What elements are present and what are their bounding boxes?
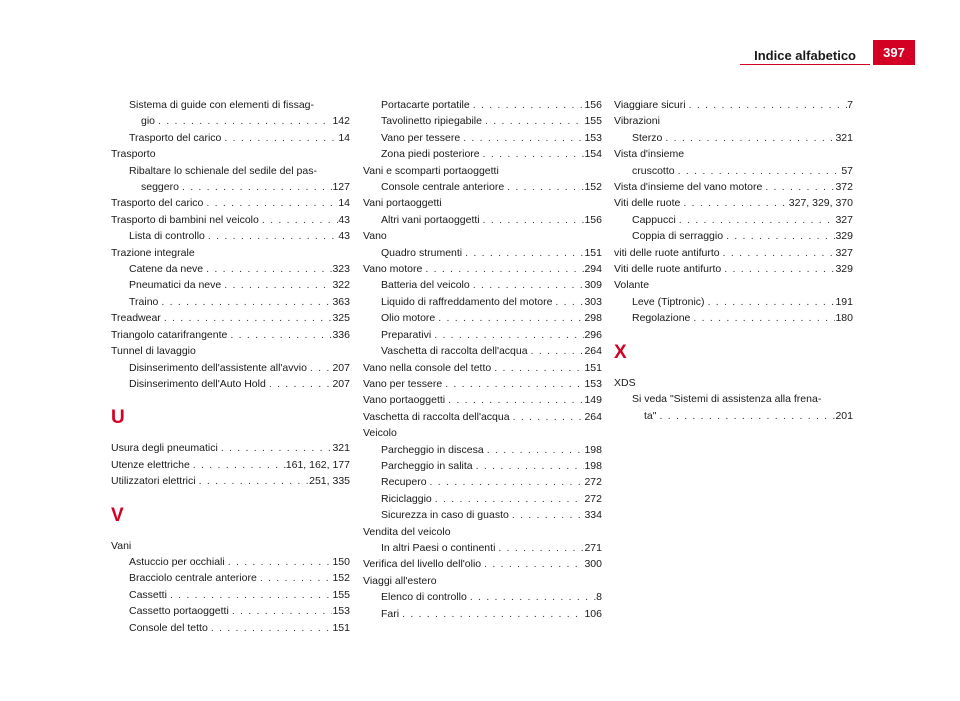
dot-leader [208,620,333,636]
index-entry [111,457,350,473]
index-entry [614,408,853,424]
index-entry-label: Viti delle ruote [614,197,681,210]
index-entry-page: 207 [332,377,350,390]
index-entry-label: Preparativi [381,328,432,341]
index-entry [363,458,602,474]
dot-leader [470,277,585,293]
index-heading: Trasporto [111,148,156,161]
index-entry-page: 150 [332,555,350,568]
index-entry-page: 155 [584,115,602,128]
dot-leader [442,376,584,392]
dot-leader [432,491,585,507]
dot-leader [399,606,584,622]
index-heading: Vista d'insieme [614,148,685,161]
index-entry [111,473,350,489]
index-entry-label: Tavolinetto ripiegabile [381,115,482,128]
index-heading: Tunnel di lavaggio [111,345,196,358]
index-column-3 [614,97,853,424]
index-entry-page: 322 [332,279,350,292]
index-entry [363,540,602,556]
dot-leader [167,587,333,603]
index-entry-page: 8 [596,591,602,604]
dot-leader [431,327,584,343]
index-entry [614,179,853,195]
index-entry-page: 327 [835,213,853,226]
section-letter: U [111,407,125,429]
dot-leader [675,163,842,179]
index-entry-page: 43 [338,213,350,226]
index-entry-label: Usura degli pneumatici [111,442,218,455]
dot-leader [721,261,835,277]
dot-leader [481,556,584,572]
dot-leader [218,440,333,456]
dot-leader [205,228,338,244]
index-entry-page: 298 [584,312,602,325]
index-entry-page: 363 [332,295,350,308]
dot-leader [227,327,332,343]
dot-leader [179,179,333,195]
index-entry [363,261,602,277]
dot-leader [480,212,585,228]
index-entry-page: 152 [332,572,350,585]
index-entry [363,474,602,490]
index-heading: Vendita del veicolo [363,525,451,538]
index-entry [363,606,602,622]
index-entry-label: Leve (Tiptronic) [632,295,705,308]
index-heading: XDS [614,376,636,389]
index-entry-label: Sterzo [632,131,663,144]
dot-leader [473,458,585,474]
index-entry-label: Trasporto del carico [111,197,204,210]
index-entry-page: 325 [332,312,350,325]
index-entry [111,261,350,277]
index-entry-page: 14 [338,197,350,210]
dot-leader [467,589,596,605]
index-entry-label: Lista di controllo [129,230,205,243]
dot-leader [435,310,584,326]
index-entry [363,97,602,113]
index-entry-label: Cassetto portaoggetti [129,605,229,618]
index-entry-label: Trasporto del carico [129,131,222,144]
index-entry-label: Catene da neve [129,263,204,276]
index-entry [614,195,853,211]
index-entry-page: 43 [338,230,350,243]
index-entry-page: 180 [835,312,853,325]
index-heading: Volante [614,279,650,292]
index-entry-page: 161, 162, 177 [285,458,350,471]
index-entry [111,195,350,211]
index-entry [111,327,350,343]
index-entry-page: 329 [835,263,853,276]
dot-leader [158,294,332,310]
index-entry-label: Vano per tessere [381,131,461,144]
index-entry-label: Utenze elettriche [111,458,190,471]
index-entry [111,228,350,244]
index-entry [363,409,602,425]
index-entry [111,570,350,586]
index-entry-page: 151 [332,621,350,634]
dot-leader [190,457,286,473]
index-entry-label: In altri Paesi o continenti [381,541,496,554]
index-entry-label: Traino [129,295,159,308]
dot-leader [257,570,333,586]
index-entry-page: 127 [332,181,350,194]
index-heading: Vano [363,230,387,243]
index-entry-page: 327 [835,246,853,259]
index-entry-page: 7 [847,99,853,111]
index-entry-label: Disinserimento dell'assistente all'avvio [129,361,307,374]
dot-leader [203,195,338,211]
index-entry-page: 14 [338,131,350,144]
index-entry [614,310,853,326]
dot-leader [427,474,585,490]
index-entry-label: Treadwear [111,312,161,325]
dot-leader [662,130,835,146]
index-entry-label: Viti delle ruote antifurto [614,263,722,276]
index-entry-label: seggero [141,181,179,194]
index-entry-label: Astuccio per occhiali [129,555,225,568]
dot-leader [161,310,333,326]
index-entry [111,440,350,456]
index-entry-label: Bracciolo centrale anteriore [129,572,257,585]
index-entry-label: Vista d'insieme del vano motore [614,181,763,194]
index-entry [363,113,602,129]
index-entry-label: Recupero [381,476,427,489]
index-entry-label: Trasporto di bambini nel veicolo [111,213,259,226]
index-entry [363,130,602,146]
index-entry [363,343,602,359]
index-entry-page: 198 [584,443,602,456]
index-entry-label: Portacarte portatile [381,99,470,111]
index-entry-page: 207 [332,361,350,374]
index-entry-page: 191 [835,295,853,308]
index-entry-label: Disinserimento dell'Auto Hold [129,377,266,390]
index-entry-label: Cassetti [129,588,167,601]
index-entry [111,179,350,195]
index-entry-label: Sicurezza in caso di guasto [381,509,509,522]
dot-leader [552,294,584,310]
dot-leader [495,540,584,556]
index-entry [111,130,350,146]
index-entry [363,491,602,507]
index-entry [363,589,602,605]
index-entry [363,294,602,310]
index-entry-page: 321 [835,131,853,144]
index-entry [111,587,350,603]
index-entry-page: 264 [584,410,602,423]
index-entry-page: 336 [332,328,350,341]
dot-leader [155,113,332,129]
index-entry-label: Batteria del veicolo [381,279,470,292]
dot-leader [504,179,584,195]
index-entry [111,212,350,228]
index-entry-label: Parcheggio in salita [381,459,473,472]
index-entry-page: 334 [584,509,602,522]
index-entry-page: 156 [584,99,602,111]
dot-leader [203,261,332,277]
index-entry-page: 327, 329, 370 [788,197,853,210]
index-entry [111,620,350,636]
index-entry [111,277,350,293]
header-title: Indice alfabetico [754,48,856,63]
dot-leader [462,245,584,261]
index-entry-label: Pneumatici da neve [129,279,222,292]
index-entry-page: 151 [584,361,602,374]
index-entry-label: Cappucci [632,213,676,226]
index-entry-wrapped-line: Sistema di guide con elementi di fissag- [129,99,315,111]
dot-leader [680,195,788,211]
index-entry-page: 151 [584,246,602,259]
section-letter: V [111,504,124,526]
dot-leader [723,228,835,244]
index-entry [614,245,853,261]
dot-leader [705,294,836,310]
index-entry-page: 155 [332,588,350,601]
index-entry-label: Console del tetto [129,621,208,634]
index-entry [363,310,602,326]
index-entry-page: 300 [584,558,602,571]
index-entry [614,97,853,113]
index-entry [363,277,602,293]
index-entry-page: 272 [584,476,602,489]
index-entry-page: 201 [835,409,853,422]
index-entry-page: 57 [841,164,853,177]
dot-leader [266,376,333,392]
index-entry-label: Altri vani portaoggetti [381,213,480,226]
dot-leader [762,179,835,195]
dot-leader [720,245,836,261]
index-entry-label: Olio motore [381,312,436,325]
index-entry-label: viti delle ruote antifurto [614,246,720,259]
index-entry [363,327,602,343]
index-entry-label: Vaschetta di raccolta dell'acqua [363,410,510,423]
dot-leader [470,97,585,113]
dot-leader [307,360,333,376]
index-entry [111,360,350,376]
index-entry-page: 142 [332,115,350,128]
index-entry-label: Utilizzatori elettrici [111,475,196,488]
dot-leader [196,473,310,489]
index-entry-page: 264 [584,345,602,358]
index-entry [614,163,853,179]
dot-leader [422,261,584,277]
index-entry-page: 149 [584,394,602,407]
index-entry-label: Coppia di serraggio [632,230,724,243]
page-number-badge: 397 [873,40,915,65]
dot-leader [229,603,333,619]
index-entry-label: Liquido di raffreddamento del motore [381,295,553,308]
index-heading: Vani portaoggetti [363,197,442,210]
index-entry [111,376,350,392]
index-entry-page: 153 [332,605,350,618]
index-entry [614,261,853,277]
index-entry [363,245,602,261]
dot-leader [259,212,338,228]
index-entry [363,376,602,392]
index-entry-page: 156 [584,213,602,226]
index-entry-label: Quadro strumenti [381,246,463,259]
header-rule [740,64,870,65]
index-entry-label: Fari [381,607,400,620]
index-entry-page: 303 [584,295,602,308]
index-entry-page: 296 [584,328,602,341]
index-entry [614,294,853,310]
index-entry-page: 372 [835,181,853,194]
index-entry-label: Console centrale anteriore [381,181,505,194]
index-entry [363,442,602,458]
index-entry [111,603,350,619]
dot-leader [221,130,338,146]
dot-leader [528,343,585,359]
index-entry [363,392,602,408]
index-column-2 [363,97,602,622]
dot-leader [686,97,848,113]
index-entry [363,146,602,162]
index-entry [363,507,602,523]
dot-leader [460,130,584,146]
index-heading: Veicolo [363,427,397,440]
index-entry-page: 271 [584,541,602,554]
index-entry-wrapped-line: Si veda "Sistemi di assistenza alla frena- [632,393,822,406]
index-entry-page: 321 [332,442,350,455]
dot-leader [656,408,835,424]
index-entry-label: Vano per tessere [363,377,443,390]
index-entry-wrapped-line: Ribaltare lo schienale del sedile del pas- [129,164,317,177]
index-entry [111,294,350,310]
index-entry-page: 106 [584,607,602,620]
dot-leader [482,113,584,129]
index-entry-label: ta" [644,409,657,422]
index-entry-label: Zona piedi posteriore [381,148,480,161]
index-entry-page: 272 [584,492,602,505]
dot-leader [480,146,585,162]
index-entry-page: 251, 335 [309,475,350,488]
index-entry-label: Vaschetta di raccolta dell'acqua [381,345,528,358]
index-entry-label: Riciclaggio [381,492,432,505]
index-heading: Vibrazioni [614,115,660,128]
dot-leader [225,554,333,570]
dot-leader [509,507,585,523]
index-entry [111,310,350,326]
index-entry-page: 152 [584,181,602,194]
index-entry [363,212,602,228]
index-entry-label: Vano motore [363,263,423,276]
index-entry-label: Vano portaoggetti [363,394,446,407]
index-entry-page: 309 [584,279,602,292]
index-entry-label: Elenco di controllo [381,591,467,604]
index-entry-label: Verifica del livello dell'olio [363,558,482,571]
index-entry-label: Vano nella console del tetto [363,361,492,374]
index-entry-page: 153 [584,377,602,390]
index-heading: Trazione integrale [111,246,195,259]
dot-leader [690,310,835,326]
index-entry-label: Triangolo catarifrangente [111,328,228,341]
index-entry [363,556,602,572]
index-heading: Vani [111,539,132,552]
index-column-1 [111,97,350,636]
dot-leader [484,442,585,458]
index-entry-page: 329 [835,230,853,243]
index-entry-label: Parcheggio in discesa [381,443,484,456]
index-entry-label: Viaggiare sicuri [614,99,686,111]
dot-leader [445,392,584,408]
index-entry-page: 198 [584,459,602,472]
index-entry [614,228,853,244]
index-entry-page: 294 [584,263,602,276]
index-entry [614,212,853,228]
index-entry-page: 154 [584,148,602,161]
dot-leader [221,277,332,293]
index-entry [111,113,350,129]
index-heading: Viaggi all'estero [363,574,437,587]
index-entry-label: cruscotto [632,164,675,177]
index-heading: Vani e scomparti portaoggetti [363,164,499,177]
index-entry [363,360,602,376]
dot-leader [491,360,584,376]
index-entry [111,554,350,570]
index-entry [614,130,853,146]
index-entry-label: Regolazione [632,312,691,325]
index-entry-page: 323 [332,263,350,276]
index-entry [363,179,602,195]
section-letter: X [614,341,627,363]
index-entry-page: 153 [584,131,602,144]
dot-leader [510,409,585,425]
index-entry-label: gio [141,115,156,128]
dot-leader [676,212,836,228]
